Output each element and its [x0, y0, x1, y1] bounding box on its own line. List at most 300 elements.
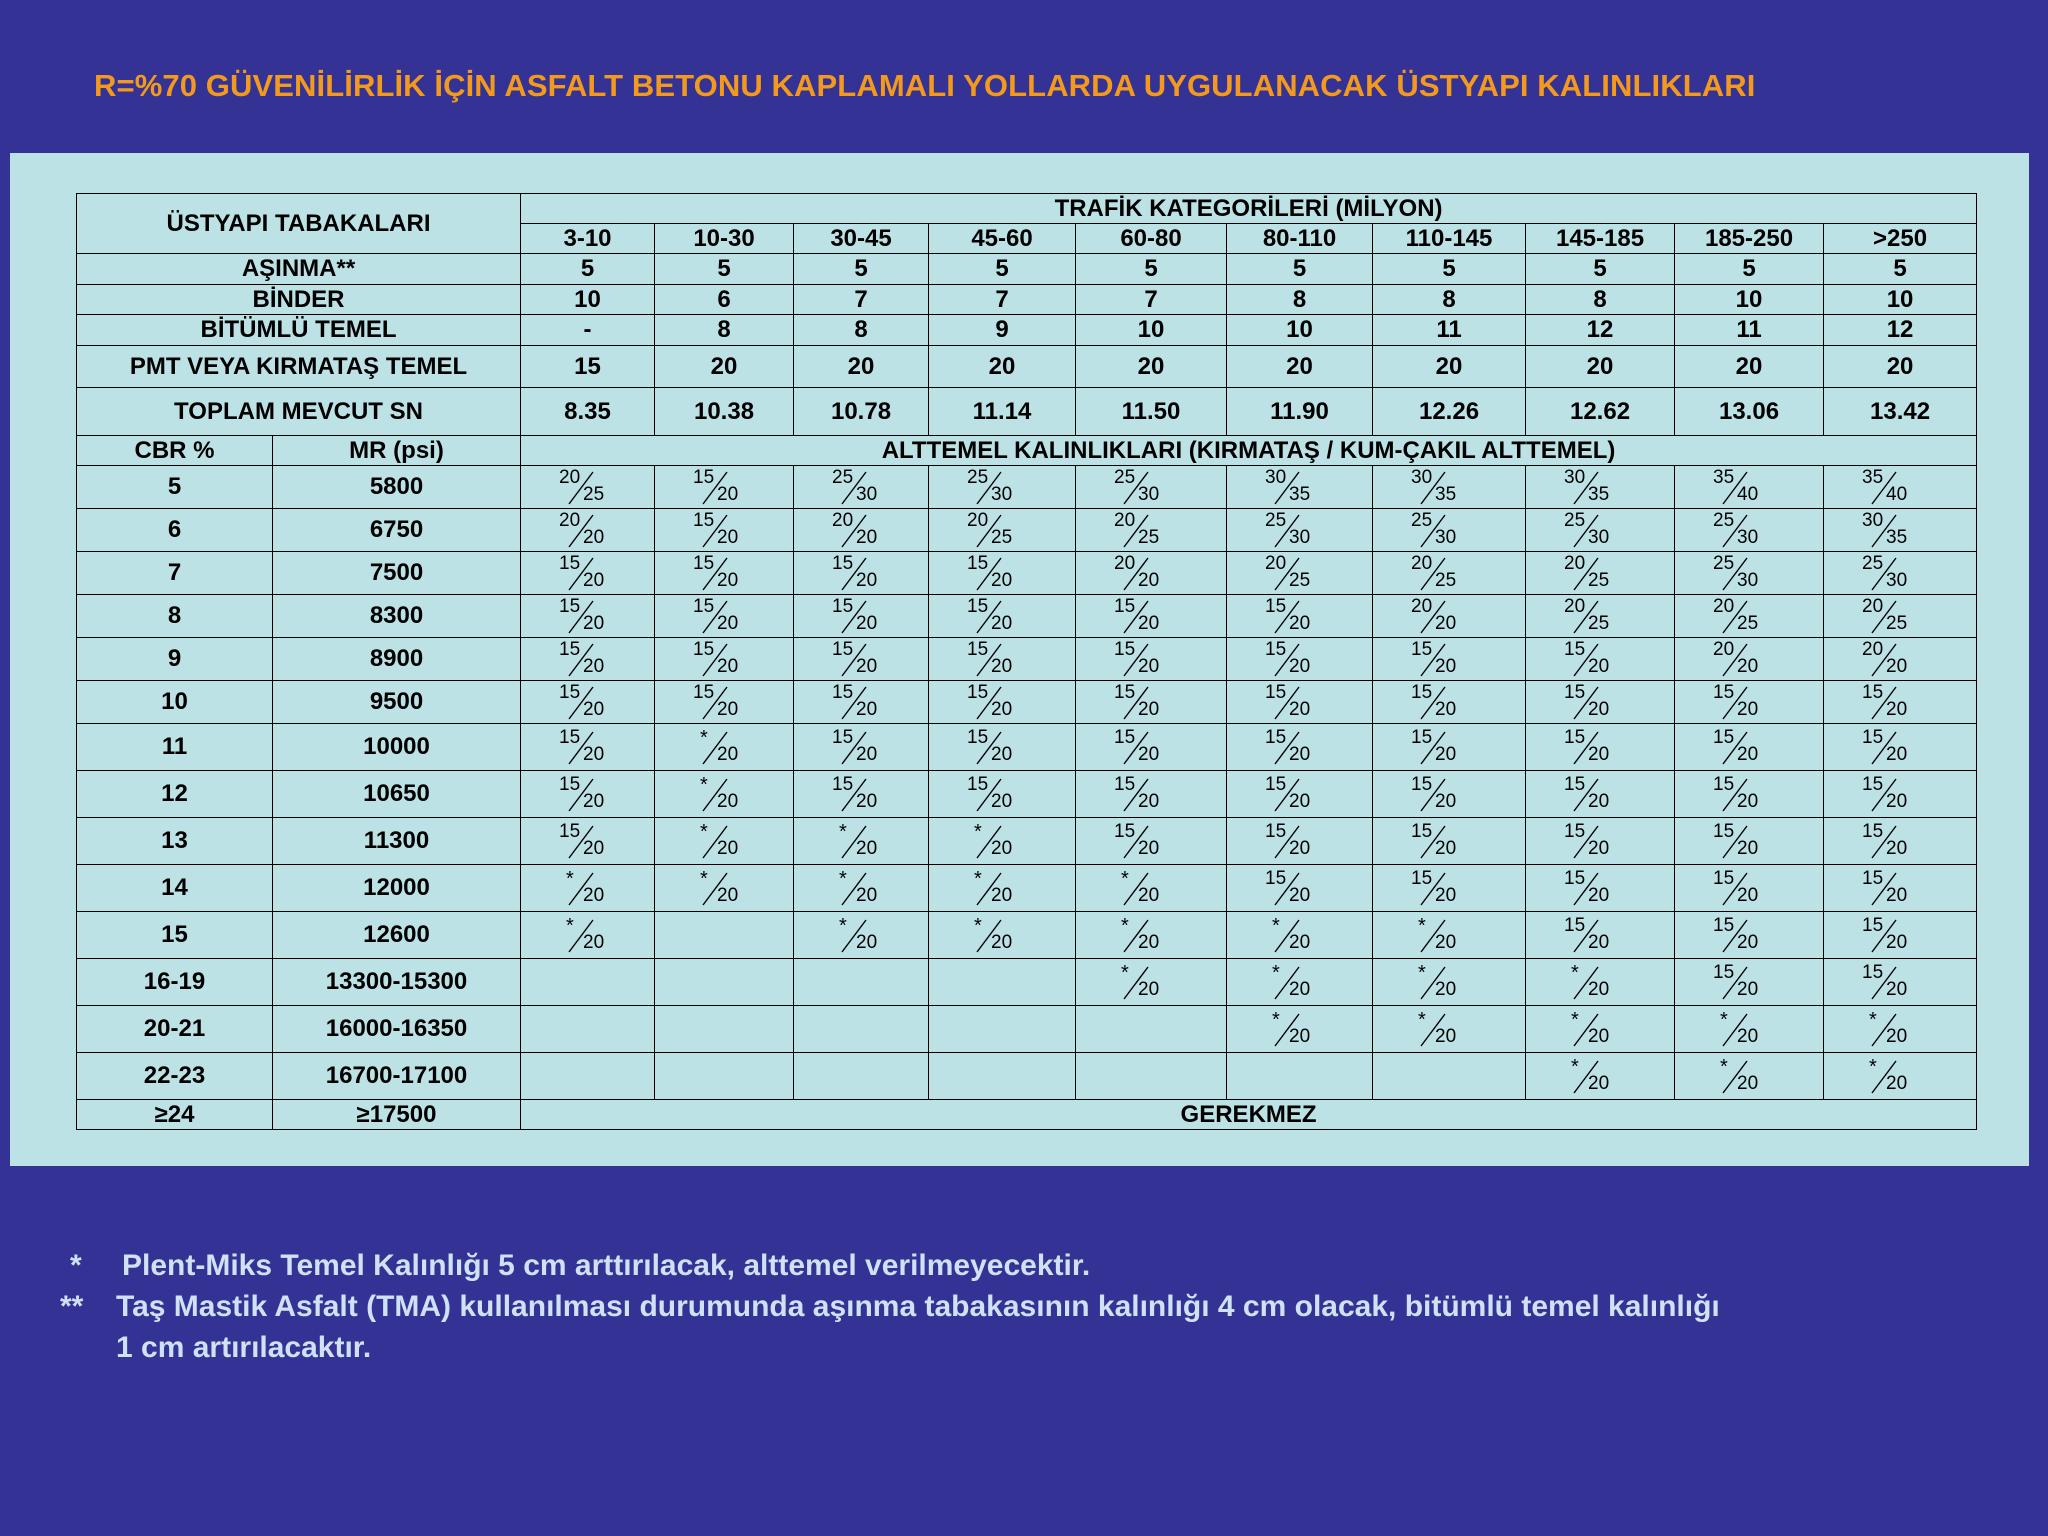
subbase-thickness-cell — [1675, 552, 1824, 595]
cbr-value: 7 — [77, 552, 273, 595]
subbase-thickness-cell — [655, 724, 794, 771]
subbase-thickness-cell — [1675, 959, 1824, 1006]
thickness-fraction — [1112, 595, 1172, 637]
crushed-stone-thickness: 15 — [693, 467, 715, 488]
sand-gravel-thickness: 20 — [1289, 979, 1311, 1000]
crushed-stone-thickness: 15 — [832, 774, 854, 795]
sand-gravel-thickness: 20 — [1588, 1026, 1610, 1047]
crushed-stone-thickness: 20 — [1713, 639, 1735, 660]
page-title: R=%70 GÜVENİLİRLİK İÇİN ASFALT BETONU KAPLAMALI YOLLARDA UYGULANACAK ÜSTYAPI KALINLIKLARI — [94, 68, 1756, 103]
sand-gravel-thickness: 20 — [991, 791, 1013, 812]
crushed-stone-thickness: 15 — [1564, 639, 1586, 660]
asterisk-mark: * — [839, 868, 847, 890]
layer-value: 5 — [1227, 254, 1373, 285]
sand-gravel-thickness: 25 — [1289, 570, 1311, 591]
crushed-stone-thickness: 15 — [1411, 682, 1433, 703]
subbase-thickness-cell — [1076, 638, 1227, 681]
sand-gravel-thickness: 20 — [583, 570, 605, 591]
subbase-thickness-cell — [1076, 509, 1227, 552]
subbase-thickness-cell — [1675, 595, 1824, 638]
sand-gravel-thickness: 20 — [856, 613, 878, 634]
layer-value: 10 — [1076, 315, 1227, 346]
sand-gravel-thickness: 20 — [1588, 838, 1610, 859]
layer-value: 10.38 — [655, 388, 794, 436]
traffic-category: 80-110 — [1227, 224, 1373, 254]
not-required-text: GEREKMEZ — [521, 1100, 1977, 1130]
sand-gravel-thickness: 20 — [583, 791, 605, 812]
thickness-fraction — [1860, 820, 1920, 862]
subbase-thickness-cell — [1675, 818, 1824, 865]
thickness-fraction — [691, 509, 751, 551]
thickness-fraction — [1263, 1008, 1323, 1050]
crushed-stone-thickness: 15 — [1265, 682, 1287, 703]
cbr-value: 10 — [77, 681, 273, 724]
mr-value: 8300 — [273, 595, 521, 638]
sand-gravel-thickness: 35 — [1886, 527, 1908, 548]
thickness-fraction — [1562, 1008, 1622, 1050]
layer-name: BİNDER — [77, 285, 521, 315]
subbase-thickness-cell — [1824, 1053, 1977, 1100]
mr-value: 10650 — [273, 771, 521, 818]
thickness-fraction — [1711, 552, 1771, 594]
sand-gravel-thickness: 20 — [991, 613, 1013, 634]
subbase-thickness-cell — [1824, 865, 1977, 912]
crushed-stone-thickness: 20 — [1114, 553, 1136, 574]
crushed-stone-thickness: 15 — [1114, 682, 1136, 703]
layer-row — [77, 315, 1977, 346]
subbase-thickness-cell — [929, 681, 1076, 724]
sand-gravel-thickness: 25 — [583, 484, 605, 505]
sand-gravel-thickness: 20 — [1737, 744, 1759, 765]
empty-cell — [655, 959, 794, 1006]
subbase-thickness-cell — [1227, 724, 1373, 771]
crushed-stone-thickness: 15 — [559, 727, 581, 748]
crushed-stone-thickness: 15 — [1265, 774, 1287, 795]
crushed-stone-thickness: 15 — [1114, 639, 1136, 660]
sand-gravel-thickness: 30 — [1435, 527, 1457, 548]
subbase-thickness-cell — [1076, 818, 1227, 865]
subbase-thickness-cell — [1373, 818, 1526, 865]
thickness-fraction — [1562, 509, 1622, 551]
crushed-stone-thickness: 15 — [1265, 639, 1287, 660]
crushed-stone-thickness: 15 — [1713, 821, 1735, 842]
asterisk-mark: * — [839, 915, 847, 937]
cbr-value: 6 — [77, 509, 273, 552]
crushed-stone-thickness: 15 — [1114, 774, 1136, 795]
layer-value: 20 — [1373, 346, 1526, 388]
subbase-thickness-cell — [1076, 595, 1227, 638]
subbase-thickness-cell — [1227, 552, 1373, 595]
sand-gravel-thickness: 20 — [583, 744, 605, 765]
mr-value: 16700-17100 — [273, 1053, 521, 1100]
asterisk-mark: * — [974, 915, 982, 937]
thickness-fraction — [965, 681, 1025, 723]
thickness-fraction — [557, 466, 617, 508]
sand-gravel-thickness: 20 — [991, 932, 1013, 953]
crushed-stone-thickness: 15 — [1713, 727, 1735, 748]
crushed-stone-thickness: 15 — [1862, 821, 1884, 842]
mr-value: 9500 — [273, 681, 521, 724]
crushed-stone-thickness: 15 — [693, 596, 715, 617]
thickness-fraction — [1562, 1055, 1622, 1097]
crushed-stone-thickness: 20 — [1265, 553, 1287, 574]
sand-gravel-thickness: 20 — [856, 570, 878, 591]
layer-value: 12.26 — [1373, 388, 1526, 436]
thickness-fraction — [830, 595, 890, 637]
sand-gravel-thickness: 20 — [991, 744, 1013, 765]
layer-value: - — [521, 315, 655, 346]
thickness-fraction — [1409, 820, 1469, 862]
crushed-stone-thickness: 15 — [1114, 727, 1136, 748]
thickness-fraction — [1409, 552, 1469, 594]
sand-gravel-thickness: 20 — [1737, 1073, 1759, 1094]
subbase-thickness-cell — [794, 681, 929, 724]
layer-value: 13.06 — [1675, 388, 1824, 436]
layer-value: 20 — [655, 346, 794, 388]
subbase-row — [77, 1053, 1977, 1100]
sand-gravel-thickness: 20 — [1886, 744, 1908, 765]
sand-gravel-thickness: 20 — [1737, 1026, 1759, 1047]
asterisk-mark: * — [1571, 962, 1579, 984]
layer-value: 11.50 — [1076, 388, 1227, 436]
thickness-fraction — [965, 867, 1025, 909]
crushed-stone-thickness: 25 — [967, 467, 989, 488]
thickness-fraction — [557, 681, 617, 723]
subbase-thickness-cell — [1227, 912, 1373, 959]
sand-gravel-thickness: 20 — [856, 744, 878, 765]
crushed-stone-thickness: 20 — [1564, 596, 1586, 617]
thickness-fraction — [830, 552, 890, 594]
sand-gravel-thickness: 20 — [717, 570, 739, 591]
asterisk-mark: * — [1272, 1009, 1280, 1031]
thickness-fraction — [1409, 466, 1469, 508]
subbase-row — [77, 771, 1977, 818]
empty-cell — [1373, 1053, 1526, 1100]
empty-cell — [521, 1053, 655, 1100]
thickness-fraction — [1263, 466, 1323, 508]
subbase-thickness-cell — [521, 865, 655, 912]
subbase-header-row — [77, 436, 1977, 466]
subbase-thickness-cell — [521, 595, 655, 638]
sand-gravel-thickness: 20 — [717, 656, 739, 677]
thickness-fraction — [1860, 961, 1920, 1003]
asterisk-mark: * — [1571, 1009, 1579, 1031]
thickness-fraction — [691, 466, 751, 508]
empty-cell — [794, 1053, 929, 1100]
sand-gravel-thickness: 20 — [856, 791, 878, 812]
subbase-thickness-cell — [1526, 865, 1675, 912]
subbase-thickness-cell — [1076, 466, 1227, 509]
subbase-thickness-cell — [1373, 724, 1526, 771]
subbase-thickness-cell — [1675, 509, 1824, 552]
thickness-fraction — [1409, 1008, 1469, 1050]
layer-value: 15 — [521, 346, 655, 388]
sand-gravel-thickness: 20 — [1138, 838, 1160, 859]
sand-gravel-thickness: 20 — [1435, 656, 1457, 677]
cbr-value: 20-21 — [77, 1006, 273, 1053]
sand-gravel-thickness: 30 — [991, 484, 1013, 505]
thickness-fraction — [1263, 509, 1323, 551]
traffic-header: TRAFİK KATEGORİLERİ (MİLYON) — [521, 194, 1977, 224]
thickness-fraction — [691, 726, 751, 768]
layer-value: 5 — [794, 254, 929, 285]
subbase-row — [77, 552, 1977, 595]
thickness-fraction — [830, 638, 890, 680]
subbase-thickness-cell — [1227, 638, 1373, 681]
thickness-fraction — [1409, 961, 1469, 1003]
subbase-thickness-cell — [1526, 552, 1675, 595]
thickness-fraction — [1409, 914, 1469, 956]
sand-gravel-thickness: 20 — [991, 656, 1013, 677]
sand-gravel-thickness: 20 — [583, 932, 605, 953]
layer-value: 20 — [794, 346, 929, 388]
thickness-fraction — [1711, 820, 1771, 862]
subbase-thickness-cell — [1076, 681, 1227, 724]
layer-value: 9 — [929, 315, 1076, 346]
crushed-stone-thickness: 15 — [559, 821, 581, 842]
crushed-stone-thickness: 15 — [967, 727, 989, 748]
footnote-text-line1: Taş Mastik Asfalt (TMA) kullanılması durumunda aşınma tabakasının kalınlığı 4 cm olacak, bitümlü temel kalınlığı — [116, 1290, 1720, 1323]
subbase-thickness-cell — [1824, 959, 1977, 1006]
layer-value: 10 — [521, 285, 655, 315]
sand-gravel-thickness: 30 — [1886, 570, 1908, 591]
sand-gravel-thickness: 35 — [1588, 484, 1610, 505]
crushed-stone-thickness: 15 — [1564, 727, 1586, 748]
layer-value: 6 — [655, 285, 794, 315]
subbase-row — [77, 1006, 1977, 1053]
traffic-category: 30-45 — [794, 224, 929, 254]
subbase-thickness-cell — [1675, 681, 1824, 724]
thickness-fraction — [1112, 552, 1172, 594]
cbr-value: 22-23 — [77, 1053, 273, 1100]
thickness-fraction — [1860, 1008, 1920, 1050]
footnote-text: Plent-Miks Temel Kalınlığı 5 cm arttırılacak, alttemel verilmeyecektir. — [122, 1249, 1091, 1282]
subbase-row — [77, 466, 1977, 509]
sand-gravel-thickness: 20 — [583, 656, 605, 677]
thickness-fraction — [1711, 466, 1771, 508]
not-required-row — [77, 1100, 1977, 1130]
subbase-thickness-cell — [655, 595, 794, 638]
crushed-stone-thickness: 15 — [832, 553, 854, 574]
sand-gravel-thickness: 20 — [1588, 791, 1610, 812]
asterisk-mark: * — [1121, 962, 1129, 984]
layer-value: 20 — [1526, 346, 1675, 388]
empty-cell — [1076, 1053, 1227, 1100]
subbase-thickness-cell — [794, 595, 929, 638]
footnote-tma — [60, 1286, 2020, 1368]
subbase-thickness-cell — [1824, 818, 1977, 865]
sand-gravel-thickness: 20 — [1886, 838, 1908, 859]
crushed-stone-thickness: 15 — [1862, 774, 1884, 795]
thickness-fraction — [557, 914, 617, 956]
sand-gravel-thickness: 20 — [583, 613, 605, 634]
layer-value: 8 — [1373, 285, 1526, 315]
layer-value: 20 — [929, 346, 1076, 388]
thickness-fraction — [1263, 820, 1323, 862]
layer-value: 5 — [521, 254, 655, 285]
thickness-fraction — [1263, 726, 1323, 768]
subbase-thickness-cell — [1526, 681, 1675, 724]
sand-gravel-thickness: 20 — [1588, 932, 1610, 953]
mr-value: 11300 — [273, 818, 521, 865]
thickness-fraction — [1263, 961, 1323, 1003]
asterisk-mark: * — [1869, 1009, 1877, 1031]
subbase-thickness-cell — [1824, 509, 1977, 552]
traffic-category: 60-80 — [1076, 224, 1227, 254]
crushed-stone-thickness: 25 — [1114, 467, 1136, 488]
subbase-thickness-cell — [1076, 912, 1227, 959]
empty-cell — [655, 1053, 794, 1100]
crushed-stone-thickness: 15 — [1411, 821, 1433, 842]
sand-gravel-thickness: 20 — [1435, 791, 1457, 812]
subbase-thickness-cell — [1373, 1006, 1526, 1053]
footnote-marker: * — [70, 1249, 82, 1282]
subbase-thickness-cell — [1824, 681, 1977, 724]
sand-gravel-thickness: 20 — [717, 744, 739, 765]
footnote-pmt — [60, 1245, 2020, 1286]
layer-value: 11 — [1373, 315, 1526, 346]
crushed-stone-thickness: 30 — [1265, 467, 1287, 488]
sand-gravel-thickness: 40 — [1886, 484, 1908, 505]
sand-gravel-thickness: 20 — [1289, 838, 1311, 859]
sand-gravel-thickness: 20 — [1138, 979, 1160, 1000]
crushed-stone-thickness: 25 — [1265, 510, 1287, 531]
subbase-thickness-cell — [794, 912, 929, 959]
thickness-fraction — [1112, 961, 1172, 1003]
subbase-thickness-cell — [655, 638, 794, 681]
subbase-thickness-cell — [794, 724, 929, 771]
crushed-stone-thickness: 15 — [1713, 682, 1735, 703]
crushed-stone-thickness: 15 — [967, 596, 989, 617]
subbase-thickness-cell — [655, 681, 794, 724]
subbase-thickness-cell — [655, 771, 794, 818]
subbase-thickness-cell — [655, 818, 794, 865]
mr-value: 5800 — [273, 466, 521, 509]
thickness-fraction — [1562, 961, 1622, 1003]
mr-value: 6750 — [273, 509, 521, 552]
crushed-stone-thickness: 25 — [1564, 510, 1586, 531]
subbase-thickness-cell — [655, 466, 794, 509]
subbase-thickness-cell — [1373, 681, 1526, 724]
asterisk-mark: * — [1272, 915, 1280, 937]
subbase-thickness-cell — [1227, 771, 1373, 818]
sand-gravel-thickness: 25 — [1588, 613, 1610, 634]
crushed-stone-thickness: 15 — [1564, 868, 1586, 889]
sand-gravel-thickness: 20 — [717, 791, 739, 812]
crushed-stone-thickness: 15 — [967, 682, 989, 703]
thickness-fraction — [830, 726, 890, 768]
sand-gravel-thickness: 20 — [991, 699, 1013, 720]
traffic-category: 110-145 — [1373, 224, 1526, 254]
cbr-value: 9 — [77, 638, 273, 681]
subbase-thickness-cell — [1526, 638, 1675, 681]
thickness-fraction — [557, 867, 617, 909]
thickness-fraction — [1409, 726, 1469, 768]
subbase-thickness-cell — [929, 771, 1076, 818]
subbase-thickness-cell — [929, 638, 1076, 681]
thickness-fraction — [1711, 681, 1771, 723]
subbase-thickness-cell — [1227, 509, 1373, 552]
thickness-fraction — [1409, 867, 1469, 909]
subbase-row — [77, 818, 1977, 865]
subbase-thickness-cell — [929, 595, 1076, 638]
thickness-fraction — [965, 726, 1025, 768]
subbase-thickness-cell — [1824, 912, 1977, 959]
layer-value: 10 — [1675, 285, 1824, 315]
thickness-fraction — [1711, 914, 1771, 956]
sand-gravel-thickness: 20 — [583, 838, 605, 859]
mr-value: 16000-16350 — [273, 1006, 521, 1053]
layer-value: 5 — [1373, 254, 1526, 285]
crushed-stone-thickness: 15 — [1862, 682, 1884, 703]
crushed-stone-thickness: 15 — [1862, 915, 1884, 936]
thickness-fraction — [1112, 509, 1172, 551]
subbase-thickness-cell — [655, 509, 794, 552]
thickness-fraction — [1860, 595, 1920, 637]
empty-cell — [521, 1006, 655, 1053]
thickness-fraction — [557, 773, 617, 815]
asterisk-mark: * — [1720, 1009, 1728, 1031]
subbase-thickness-cell — [1675, 466, 1824, 509]
subbase-thickness-cell — [1526, 1053, 1675, 1100]
sand-gravel-thickness: 20 — [1138, 744, 1160, 765]
thickness-fraction — [1562, 595, 1622, 637]
crushed-stone-thickness: 15 — [559, 596, 581, 617]
crushed-stone-thickness: 15 — [559, 774, 581, 795]
mr-value: 7500 — [273, 552, 521, 595]
sand-gravel-thickness: 20 — [1289, 656, 1311, 677]
subbase-thickness-cell — [929, 552, 1076, 595]
thickness-fraction — [1562, 466, 1622, 508]
empty-cell — [794, 959, 929, 1006]
sand-gravel-thickness: 20 — [1886, 932, 1908, 953]
asterisk-mark: * — [1418, 962, 1426, 984]
thickness-fraction — [1860, 681, 1920, 723]
subbase-thickness-cell — [1526, 771, 1675, 818]
thickness-fraction — [1562, 552, 1622, 594]
thickness-fraction — [1860, 773, 1920, 815]
layer-value: 8 — [1526, 285, 1675, 315]
thickness-fraction — [1860, 509, 1920, 551]
mr-value: 13300-15300 — [273, 959, 521, 1006]
crushed-stone-thickness: 15 — [1862, 727, 1884, 748]
sand-gravel-thickness: 20 — [1138, 932, 1160, 953]
layer-value: 8 — [655, 315, 794, 346]
subbase-thickness-cell — [1076, 724, 1227, 771]
subbase-row — [77, 681, 1977, 724]
empty-cell — [655, 1006, 794, 1053]
mr-header: MR (psi) — [273, 436, 521, 466]
crushed-stone-thickness: 20 — [1862, 596, 1884, 617]
sand-gravel-thickness: 20 — [856, 527, 878, 548]
crushed-stone-thickness: 20 — [1862, 639, 1884, 660]
thickness-fraction — [1409, 773, 1469, 815]
sand-gravel-thickness: 20 — [1886, 1026, 1908, 1047]
mr-value: 12000 — [273, 865, 521, 912]
crushed-stone-thickness: 15 — [832, 727, 854, 748]
crushed-stone-thickness: 15 — [1713, 962, 1735, 983]
subbase-row — [77, 638, 1977, 681]
layer-name: AŞINMA** — [77, 254, 521, 285]
sand-gravel-thickness: 20 — [1737, 932, 1759, 953]
subbase-thickness-cell — [1227, 818, 1373, 865]
thickness-fraction — [965, 914, 1025, 956]
cbr-value: 12 — [77, 771, 273, 818]
crushed-stone-thickness: 15 — [1411, 727, 1433, 748]
traffic-category: 3-10 — [521, 224, 655, 254]
crushed-stone-thickness: 15 — [1564, 821, 1586, 842]
traffic-category: 45-60 — [929, 224, 1076, 254]
